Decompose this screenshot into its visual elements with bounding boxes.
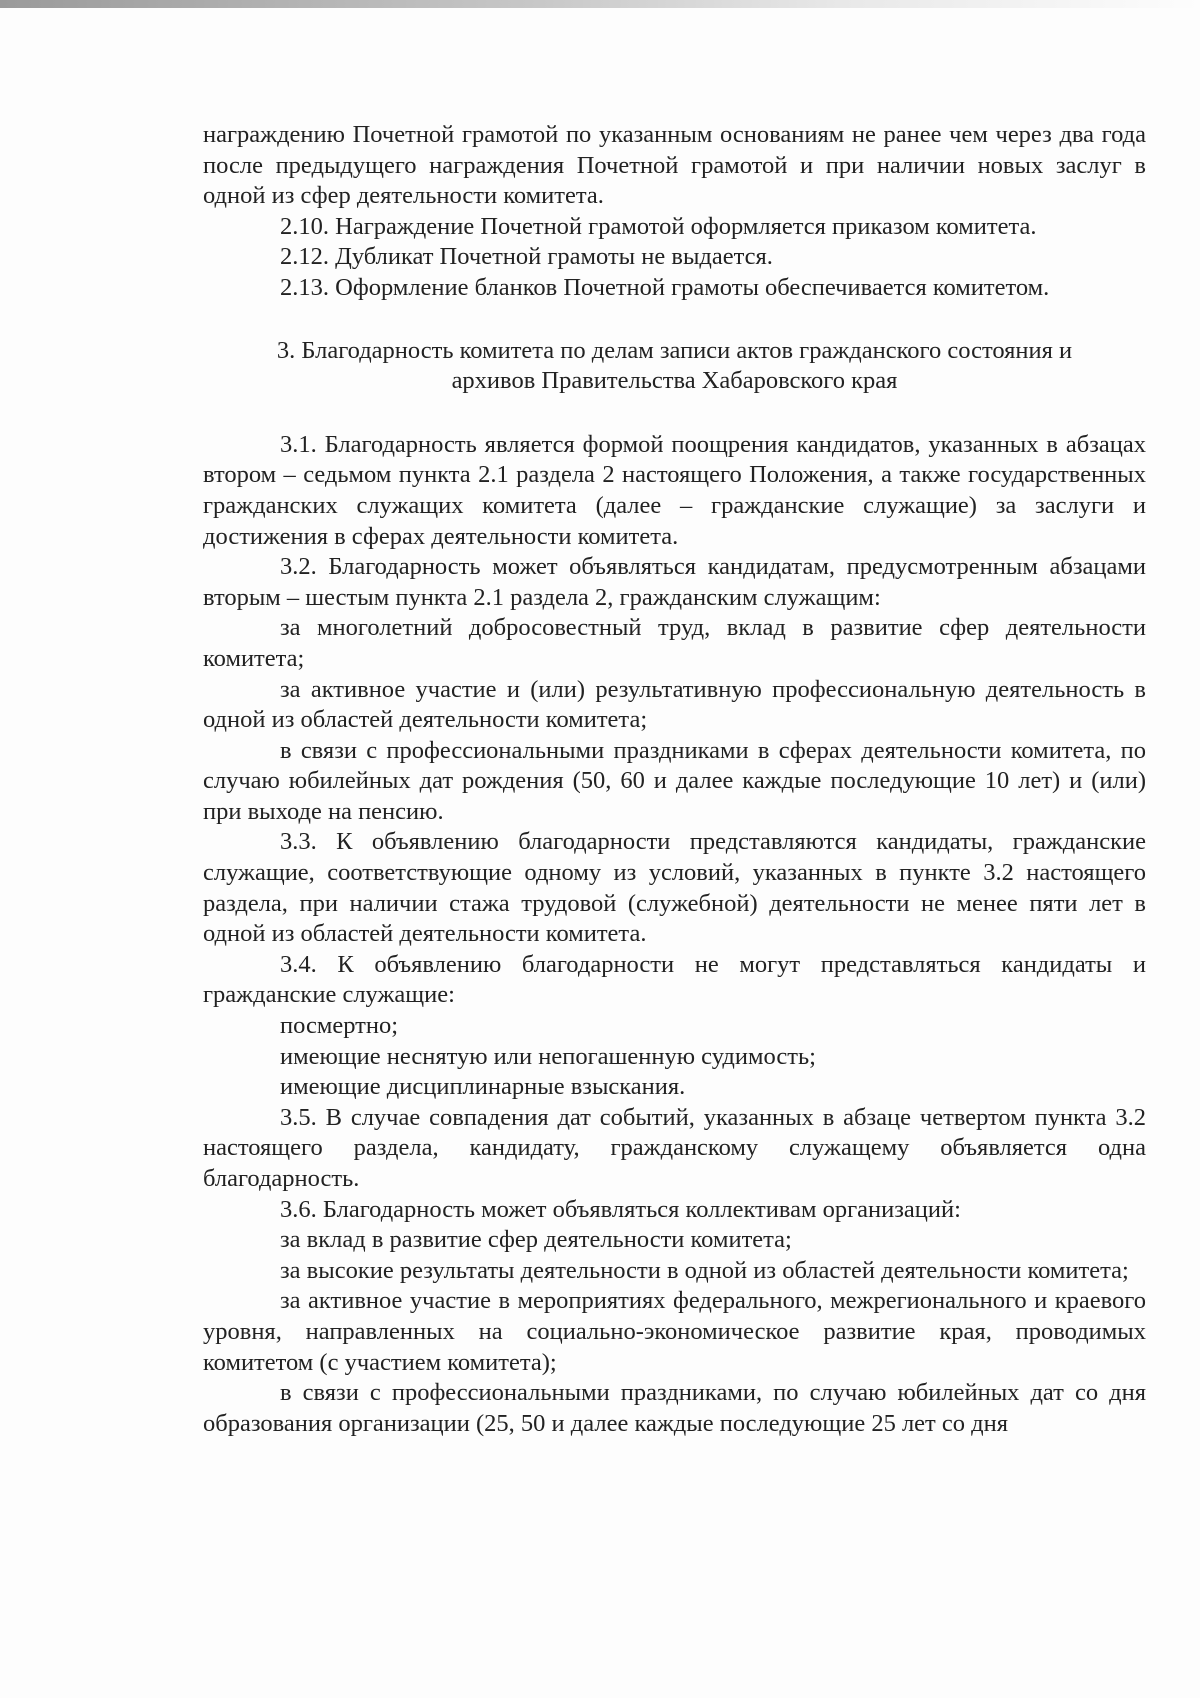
paragraph-3-2: 3.2. Благодарность может объявляться кандидатам, предусмотренным абзацами вторым – шестым пункта 2.1 раздела 2, гражданским служащим:: [203, 553, 1146, 611]
spacer: [203, 397, 1146, 430]
paragraph-3-1: 3.1. Благодарность является формой поощрения кандидатов, указанных в абзацах втором – седьмом пункта 2.1 раздела 2 настоящего Положения, а также государственных гражданских служащих комитета (далее – гражданские служащие) за заслуги и достижения в сферах деятельности комитета.: [203, 430, 1146, 550]
list-item: посмертно;: [280, 1012, 399, 1040]
list-item: имеющие неснятую или непогашенную судимость;: [280, 1042, 816, 1070]
paragraph-2-12: 2.12. Дубликат Почетной грамоты не выдается.: [280, 243, 773, 271]
list-item: за высокие результаты деятельности в одной из областей деятельности комитета;: [280, 1256, 1129, 1284]
list-item: в связи с профессиональными праздниками, по случаю юбилейных дат со дня образования организации (25, 50 и далее каждые последующие 25 лет со дня: [203, 1379, 1146, 1437]
spacer: [203, 304, 1146, 336]
paragraph-3-3: 3.3. К объявлению благодарности представляются кандидаты, гражданские служащие, соответствующие одному из условий, указанных в пункте 3.2 настоящего раздела, при наличии стажа трудовой (служебной) деятельности не менее пяти лет в одной из областей деятельности комитета.: [203, 828, 1146, 948]
list-item: за вклад в развитие сфер деятельности комитета;: [280, 1226, 792, 1254]
scan-edge-shadow: [0, 0, 1200, 8]
paragraph-3-5: 3.5. В случае совпадения дат событий, указанных в абзаце четвертом пункта 3.2 настоящего раздела, кандидату, гражданскому служащему объявляется одна благодарность.: [203, 1103, 1146, 1192]
paragraph-2-10: 2.10. Награждение Почетной грамотой оформляется приказом комитета.: [280, 212, 1037, 240]
paragraph-2-13: 2.13. Оформление бланков Почетной грамоты обеспечивается комитетом.: [280, 273, 1050, 301]
list-item: за активное участие и (или) результативную профессиональную деятельность в одной из областей деятельности комитета;: [203, 675, 1146, 734]
section-heading: 3. Благодарность комитета по делам записи актов гражданского состояния и архивов Правительства Хабаровского края: [276, 336, 1073, 395]
list-item: в связи с профессиональными праздниками в сферах деятельности комитета, по случаю юбилейных дат рождения (50, 60 и далее каждые последующие 10 лет) и (или) при выходе на пенсию.: [203, 736, 1146, 825]
paragraph-continuation: награждению Почетной грамотой по указанным основаниям не ранее чем через два года после предыдущего награждения Почетной грамотой и при наличии новых заслуг в одной из сфер деятельности комитета.: [203, 121, 1146, 210]
paragraph-3-6: 3.6. Благодарность может объявляться коллективам организаций:: [280, 1195, 961, 1223]
paragraph-3-4: 3.4. К объявлению благодарности не могут представляться кандидаты и гражданские служащие:: [203, 950, 1146, 1009]
list-item: за многолетний добросовестный труд, вклад в развитие сфер деятельности комитета;: [203, 614, 1146, 672]
document-text: [203, 120, 1146, 1439]
list-item: за активное участие в мероприятиях федерального, межрегионального и краевого уровня, направленных на социально-экономическое развитие края, проводимых комитетом (с участием комитета);: [203, 1287, 1146, 1376]
list-item: имеющие дисциплинарные взыскания.: [280, 1073, 686, 1101]
